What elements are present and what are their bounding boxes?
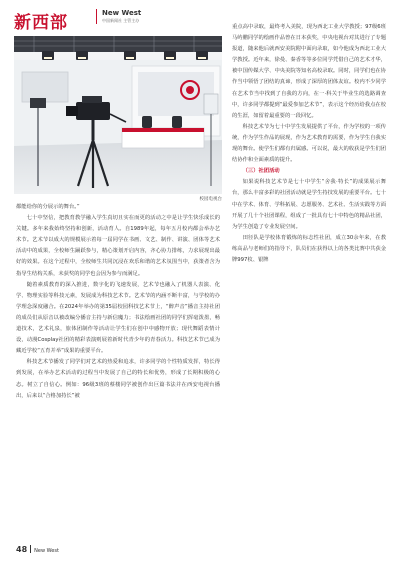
article-paragraph: 七十中坚信，把教育教学融入学生真切且实在而更的活动之中是让学生快乐成长的关键。多年来我始终坚持和创新，活动育人。自1989年起，每年五月校内都会举办艺术节。艺术节以成大的规模展示着每一届同学在书画、文艺、制作、讲演、团体等艺术活动中的成果，全校师生踊跃参与，精心策划开启内容，齐心协力排练，力求展现出最好的效果。在这个过程中，全校师生共同沉浸在欢乐和谐的艺术氛围当中，获策者含为指导生结构关系，未获奖的同学也会因为参与而满足。	[16, 215, 220, 277]
article-paragraph: 随着素质教育的深入推进，数字化的飞速发展，艺术节也融入了机器人表演、化学、物理实验等科技元素，发展成为科技艺术节。艺术节的内涵不断丰富，与学校的办学理念深度融合。在2024年举办的第35届校园科技艺术节上，“醉声音”播音主持社团的成员们从原音以被改编分播音主持与新信魔力；书法绘画社团的同学们挥毫泼墨，畅道技术，艺术礼泉，旅体团制作等活动让学生们在创中中感物开放；现代舞蹈表情计设，动漫Cosplay社团的精彩表演则展着新时代青少年的青春活力。科技艺术节已成为藏近学校“五育并举”成果的重要平台。	[16, 281, 220, 355]
tv-studio-photo	[14, 36, 222, 194]
logo-english-block	[96, 9, 141, 24]
footer-magazine-name: New West	[34, 548, 59, 554]
article-paragraph: 科技艺术节为七十中学生发展提供了平台，作为学校的一项传统，作为学生作品的展现，作为艺术教育的需要，作为学生自我实现的舞台。使学生们都有归属感。可以说，最大的收获是学生们团结协作和全面素质的提升。	[232, 123, 386, 164]
logo-english: New West	[102, 9, 142, 17]
magazine-logo: 新西部	[14, 13, 68, 33]
article-left-column	[16, 202, 220, 402]
logo-subtitle: 中国新闻社 主管主办	[102, 18, 140, 23]
article-paragraph: 都能给你的分展示的舞台。”	[16, 204, 80, 210]
section-heading: （三）社团活动	[242, 168, 280, 175]
photo-caption: 校园电视台	[199, 197, 222, 202]
article-right-column	[232, 22, 386, 266]
article-paragraph: 田径队是学校体育锻炼的标志性社团，成立30余年来，在教练高品与老师们的指导下，队员们在获得以上的各类比赛中共获金牌997枚、银牌	[232, 234, 386, 263]
studio-illustration	[14, 36, 222, 194]
magazine-header	[14, 8, 244, 32]
article-paragraph: 重点高中录取，最终考入美院，现为西北工业大学教授；97级6班马屿鹏同学的绘画作品曾在日本获奖，中央电视台对其进行了专题报道，随来他后就西安美院附中面向录取，如今他成为西北工业大学教授。近年来，徐曼、秦香等等多位同学凭借自己的艺术才华，被中国传媒大学、中央美院等知名高校录取。同时，同学们也在协作当中领悟了团结的真谛，形成了深厚的团体友谊。校内不少同学在艺术节当中找到了自我的方向，在一·科关于毕业生的选路调查中，许多同学都提到“最爱参加艺术节”，表示这个经历给我点在校的生涯，如留着最重要的一段回忆。	[232, 24, 386, 119]
footer-divider	[30, 545, 31, 553]
article-paragraph: 科技艺术节播发了同学们对艺术的热爱和追求，许多同学的个性特质发挥，特长得到发展，在举办艺术活动的过程当中发展了自己的特长和优势，形成了长期积极的心态。树立了自信心。例如：96级3班的蔡楼同学被创作出巨篇书法并在西安电视台播出，后来以“合格加持长”被	[16, 359, 220, 399]
article-paragraph: 如果说科技艺术节是七十中学生“舍我·特长”的成果展示舞台，那么丰富多彩的社团活动就是学生持技发展的重要平台。七十中在学术、体育、学科拓展、志愿服务、艺术社、生活实践等方面开展了几十个社团课程，组成了一批具有七十中特色的精品社团，为学生创造了专业发展空间。	[232, 179, 386, 230]
page-number: 48	[16, 545, 28, 554]
page-footer	[16, 545, 59, 554]
